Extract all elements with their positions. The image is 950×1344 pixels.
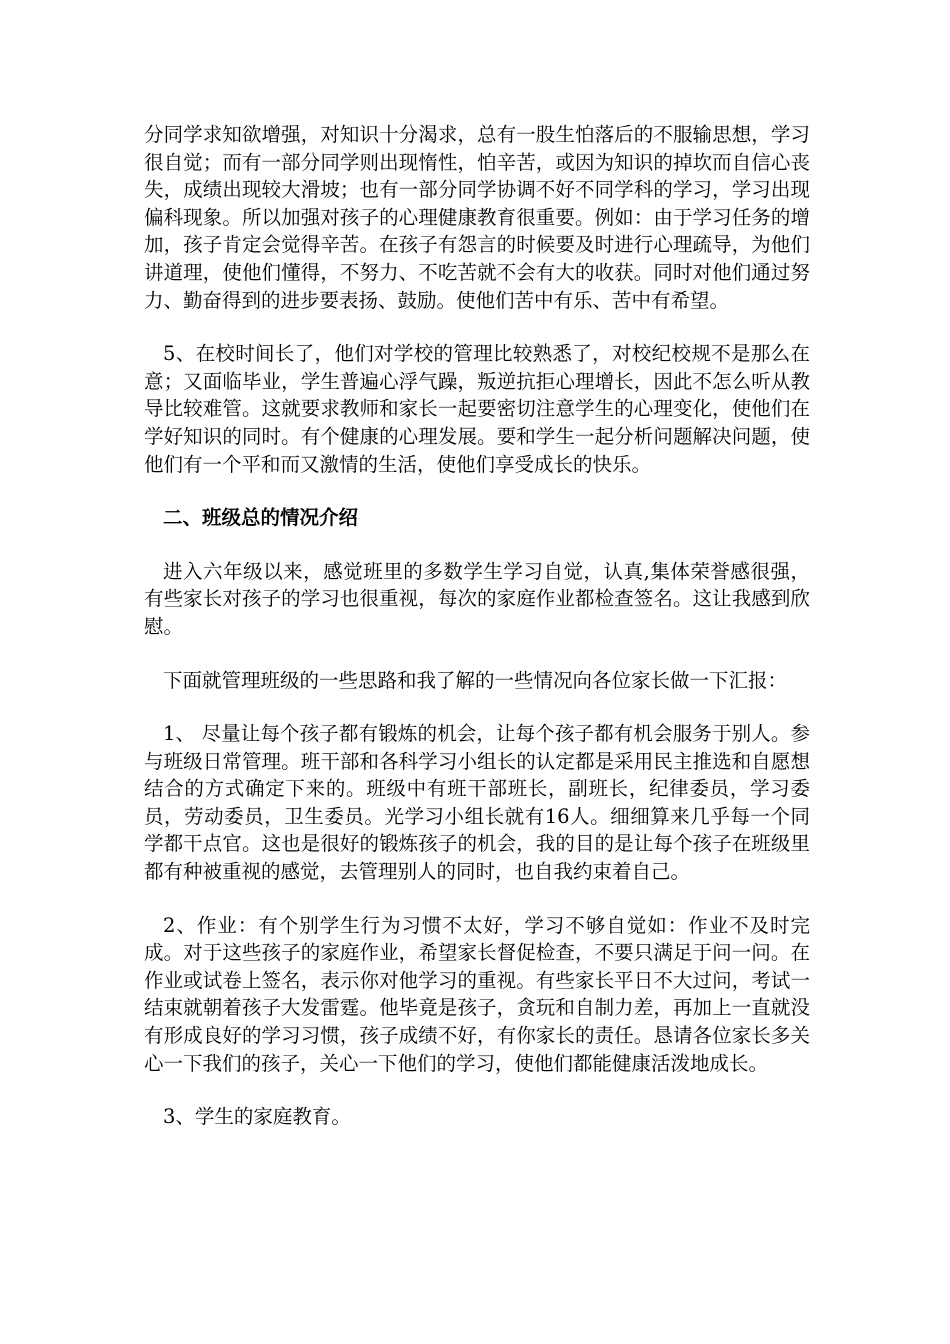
paragraph-psychology: 分同学求知欲增强，对知识十分渴求，总有一股生怕落后的不服输思想，学习很自觉；而有一部分同学则出现惰性，怕辛苦，或因为知识的掉坎而自信心丧失，成绩出现较大滑坡；也有一部分同学协调不好不同学科的学习，学习出现偏科现象。所以加强对孩子的心理健康教育很重要。例如：由于学习任务的增加，孩子肯定会觉得辛苦。在孩子有怨言的时候要及时进行心理疏导，为他们讲道理，使他们懂得，不努力、不吃苦就不会有大的收获。同时对他们通过努力、勤奋得到的进步要表扬、鼓励。使他们苦中有乐、苦中有希望。: [144, 123, 810, 312]
section-heading-class-overview: 二、班级总的情况介绍: [163, 506, 359, 530]
paragraph-item-1: 1、 尽量让每个孩子都有锻炼的机会，让每个孩子都有机会服务于别人。参与班级日常管理。班干部和各科学习小组长的认定都是采用民主推选和自愿想结合的方式确定下来的。班级中有班干部班长，副班长，纪律委员，学习委员，劳动委员，卫生委员。光学习小组长就有16人。细细算来几乎每一个同学都干点官。这也是很好的锻炼孩子的机会，我的目的是让每个孩子在班级里都有种被重视的感觉，去管理别人的同时，也自我约束着自己。: [144, 722, 810, 884]
paragraph-report-intro: 下面就管理班级的一些思路和我了解的一些情况向各位家长做一下汇报：: [163, 668, 788, 692]
paragraph-class-intro: 进入六年级以来，感觉班里的多数学生学习自觉，认真,集体荣誉感很强，有些家长对孩子的学习也很重视，每次的家庭作业都检查签名。这让我感到欣慰。: [144, 559, 810, 638]
paragraph-item-5: 5、在校时间长了，他们对学校的管理比较熟悉了，对校纪校规不是那么在意；又面临毕业，学生普遍心浮气躁，叛逆抗拒心理增长，因此不怎么听从教导比较难管。这就要求教师和家长一起要密切注意学生的心理变化，使他们在学好知识的同时。有个健康的心理发展。要和学生一起分析问题解决问题，使他们有一个平和而又激情的生活，使他们享受成长的快乐。: [144, 342, 810, 476]
paragraph-item-3: 3、学生的家庭教育。: [163, 1105, 351, 1129]
paragraph-item-2: 2、作业：有个别学生行为习惯不太好，学习不够自觉如：作业不及时完成。对于这些孩子的家庭作业，希望家长督促检查，不要只满足于问一问。在作业或试卷上签名，表示你对他学习的重视。有些家长平日不大过问，考试一结束就朝着孩子大发雷霆。他毕竟是孩子，贪玩和自制力差，再加上一直就没有形成良好的学习习惯，孩子成绩不好，有你家长的责任。恳请各位家长多关心一下我们的孩子，关心一下他们的学习，使他们都能健康活泼地成长。: [144, 913, 810, 1075]
document-page: [144, 121, 810, 1131]
